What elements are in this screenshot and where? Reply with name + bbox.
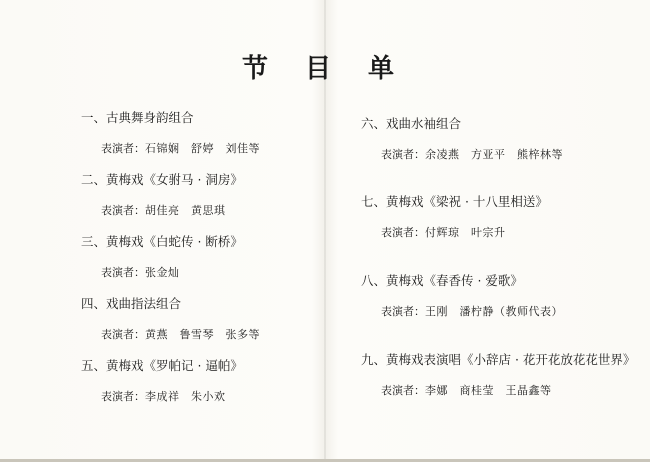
program-title: 四、戏曲指法组合 (81, 296, 182, 311)
performers-label: 表演者： (101, 266, 145, 279)
program-performers (81, 388, 243, 404)
program-title: 九、黄梅戏表演唱《小辞店 · 花开花放花花世界》 (361, 352, 636, 367)
performers-label: 表演者： (381, 226, 425, 239)
program-title: 二、黄梅戏《女驸马 · 洞房》 (81, 172, 243, 187)
program-item (81, 170, 243, 218)
performers-names: 付辉琼 叶宗升 (425, 226, 506, 239)
performers-label: 表演者： (101, 204, 145, 217)
program-performers (81, 140, 260, 156)
program-performers (361, 224, 548, 240)
program-title: 七、黄梅戏《梁祝 · 十八里相送》 (361, 194, 548, 209)
performers-names: 张金灿 (145, 266, 180, 279)
performers-names: 李娜 商桂莹 王晶鑫等 (425, 384, 552, 397)
performers-names: 余凌燕 方亚平 熊梓林等 (425, 148, 563, 161)
performers-label: 表演者： (381, 305, 425, 318)
program-performers (361, 303, 563, 319)
performers-names: 李成祥 朱小欢 (145, 390, 226, 403)
program-performers (81, 326, 260, 342)
program-title: 一、古典舞身韵组合 (81, 110, 194, 125)
program-title: 八、黄梅戏《春香传 · 爱歌》 (361, 273, 523, 288)
program-item (361, 192, 548, 240)
performers-names: 胡佳亮 黄思琪 (145, 204, 226, 217)
performers-label: 表演者： (101, 390, 145, 403)
program-item (81, 232, 243, 280)
page-title: 节 目 单 (241, 54, 409, 84)
performers-names: 黄燕 鲁雪琴 张多等 (145, 328, 260, 341)
program-item (81, 356, 243, 404)
program-performers (81, 202, 243, 218)
program-item (81, 294, 260, 342)
program-title: 六、戏曲水袖组合 (361, 116, 462, 131)
program-performers (81, 264, 243, 280)
program-performers (361, 382, 635, 398)
performers-label: 表演者： (381, 148, 425, 161)
program-item (81, 108, 260, 156)
program-item (361, 350, 635, 398)
performers-label: 表演者： (381, 384, 425, 397)
performers-label: 表演者： (101, 142, 145, 155)
performers-names: 石锦娴 舒婷 刘佳等 (145, 142, 260, 155)
performers-label: 表演者： (101, 328, 145, 341)
program-item (361, 114, 563, 162)
program-performers (361, 146, 563, 162)
program-title: 三、黄梅戏《白蛇传 · 断桥》 (81, 234, 243, 249)
program-item (361, 271, 563, 319)
program-title: 五、黄梅戏《罗帕记 · 逼帕》 (81, 358, 243, 373)
performers-names: 王刚 潘柠静（教师代表） (425, 305, 563, 318)
